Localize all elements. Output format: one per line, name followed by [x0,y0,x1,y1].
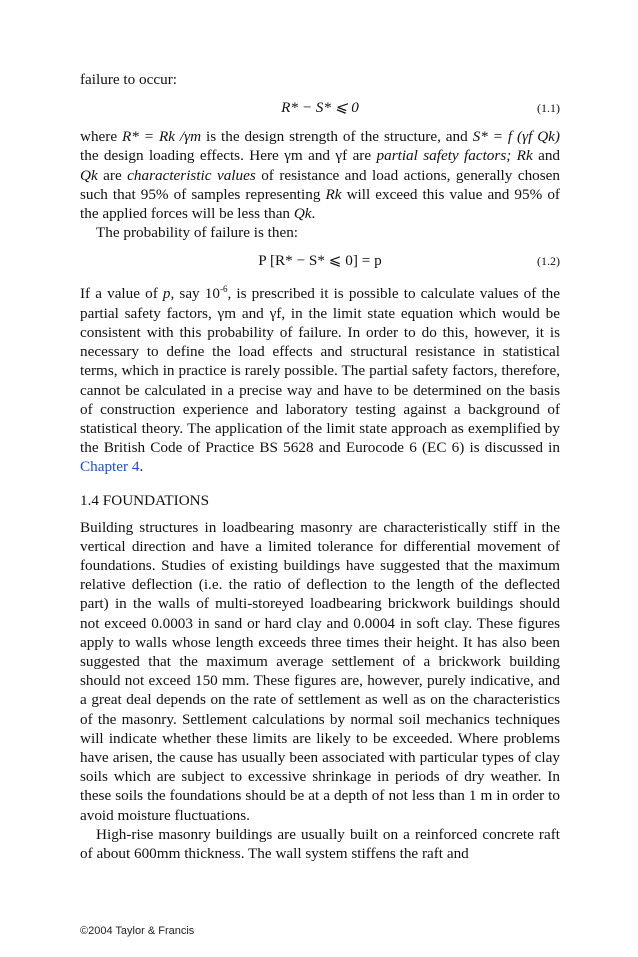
math-gamma-f: γf [335,147,348,165]
page-content [80,70,560,863]
text-run: the design loading effects. Here [80,147,285,165]
text-run: , in the limit state equation which would be consistent with this probability of failure. In order to do this, however, it is necessary to define the load effects and structural resistance in statistical terms, which in practice is rarely possible. The partial safety factors, therefore, cannot be calculated in a precise way and have to be determined on the basis of construction experience and laboratory testing against a background of statistical theory. The application of the limit state approach as exemplified by the British Code of Practice BS 5628 and Eurocode 6 (EC 6) is discussed in [80,304,560,457]
math-gamma-f: γf [269,304,282,322]
text-run: , is prescribed it is possible to calculate values of the partial safety factors, [80,285,560,322]
equation-1-1 [80,89,560,127]
section-heading-foundations: 1.4 FOUNDATIONS [80,491,210,509]
text-run: will exceed this value and 95% of the applied forces will be less than [80,185,560,223]
paragraph-intro: failure to occur: [80,71,177,88]
paragraph-value [80,280,560,476]
text-run: . [311,205,316,223]
text-run: are [97,166,128,184]
equation-number: (1.2) [537,254,560,269]
equation-number: (1.1) [537,101,560,116]
text-run: are [347,147,377,165]
copyright-footer: ©2004 Taylor & Francis [80,925,195,937]
paragraph-probability: The probability of failure is then: [96,224,299,242]
text-run: where [80,128,123,146]
paragraph-foundations-2: High-rise masonry buildings are usually built on a reinforced concrete raft of about 600mm thickness. The wall system stiffens the raft and [80,825,560,862]
math-gamma-m: γm [217,304,237,322]
math-p: p [162,285,171,303]
text-run: is the design strength of the structure, and [201,128,473,146]
text-run: of resistance and load actions, generally chosen such that 95% of samples representing [80,166,560,203]
math-sstar-definition: S* = f (γf Qk) [472,128,560,146]
text-run: and [302,147,336,165]
paragraph-foundations-1: Building structures in loadbearing masonry are characteristically stiff in the vertical direction and have a limited tolerance for differential movement of foundations. Studies of existing buildings have suggested that the maximum relative deflection (i.e. the ratio of deflection to the length of the deflected part) in the walls of multi-storeyed loadbearing brickwork buildings should not exceed 0.0003 in sand or hard clay and 0.0004 in soft clay. These figures apply to walls whose length exceeds three times their height. It has also been suggested that the maximum average settlement of a brickwork building should not exceed 150 mm. These figures are, however, purely indicative, and a great deal depends on the rate of settlement as well as on the characteristics of the masonry. Settlement calculations by normal soil mechanics techniques will indicate whether these limits are likely to be exceeded. Where problems have arisen, the cause has usually been associated with particular types of clay soils which are subject to excessive shrinkage in periods of dry weather. In these soils the foundations should be at a depth of not less than 1 m in order to avoid moisture fluctuations. [80,518,560,824]
text-run: , say 10 [170,285,220,303]
equation-1-2 [80,242,560,280]
math-qk: Qk [80,166,98,184]
text-run: and [236,304,270,322]
math-rk: Rk [516,147,533,165]
math-rk: Rk [325,185,342,203]
equation-expression: R* − S* ⩽ 0 [281,99,359,117]
paragraph-where [80,127,560,223]
text-run: and [532,147,561,165]
chapter-4-link[interactable]: Chapter 4 [80,458,140,476]
text-run: If a value of [80,285,163,303]
math-rstar-definition: R* = Rk /γm [122,128,202,146]
equation-expression: P [R* − S* ⩽ 0] = p [258,252,382,270]
math-qk: Qk [293,205,312,223]
math-exponent: -6 [219,284,228,295]
text-run: . [139,458,144,476]
math-gamma-m: γm [284,147,303,165]
term-partial-safety-factors: partial safety factors; [376,147,512,165]
term-characteristic-values: characteristic values [127,166,256,184]
